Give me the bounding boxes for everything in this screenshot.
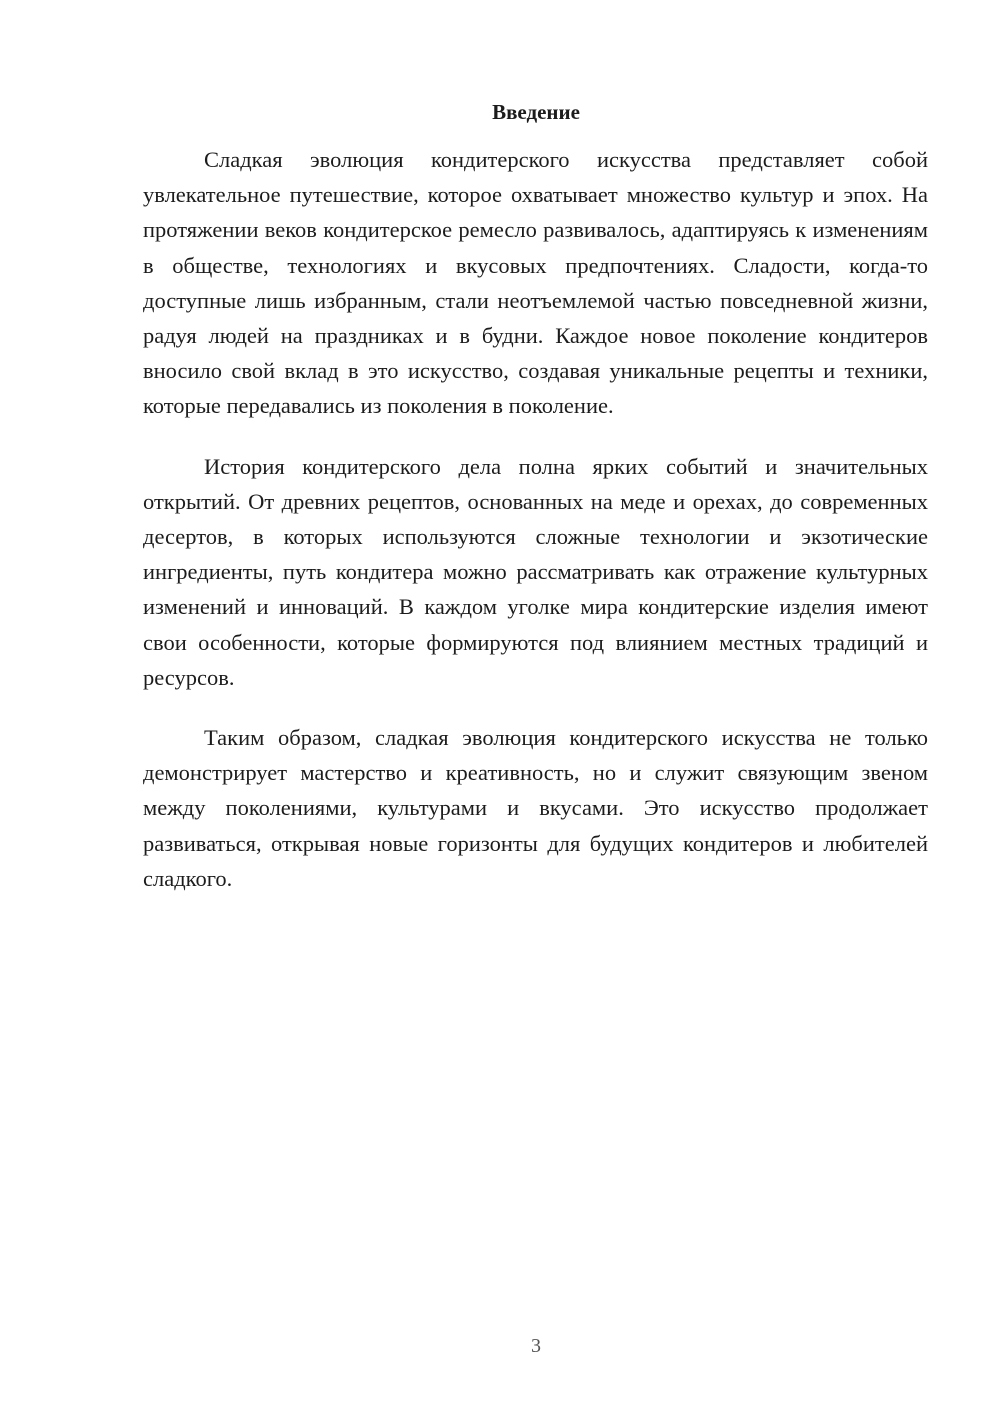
page-title: Введение [492,100,580,124]
paragraph-2: История кондитерского дела полна ярких событий и значительных открытий. От древних рецептов, основанных на меде и орехах, до современных десертов, в которых используются сложные технологии и экзотические ингредиенты, путь кондитера можно рассматривать как отражение культурных изменений и инноваций. В каждом уголке мира кондитерские изделия имеют свои особенности, которые формируются под влиянием местных традиций и ресурсов. [143,453,928,690]
page-number: 3 [531,1335,541,1357]
body-text [143,142,928,921]
paragraph-1: Сладкая эволюция кондитерского искусства представляет собой увлекательное путешествие, которое охватывает множество культур и эпох. На протяжении веков кондитерское ремесло развивалось, адаптируясь к изменениям в обществе, технологиях и вкусовых предпочтениях. Сладости, когда-то доступные лишь избранным, стали неотъемлемой частью повседневной жизни, радуя людей на праздниках и в будни. Каждое новое поколение кондитеров вносило свой вклад в это искусство, создавая уникальные рецепты и техники, которые передавались из поколения в поколение. [143,147,928,419]
paragraph-3: Таким образом, сладкая эволюция кондитерского искусства не только демонстрирует мастерство и креативность, но и служит связующим звеном между поколениями, культурами и вкусами. Это искусство продолжает развиваться, открывая новые горизонты для будущих кондитеров и любителей сладкого. [143,725,928,891]
